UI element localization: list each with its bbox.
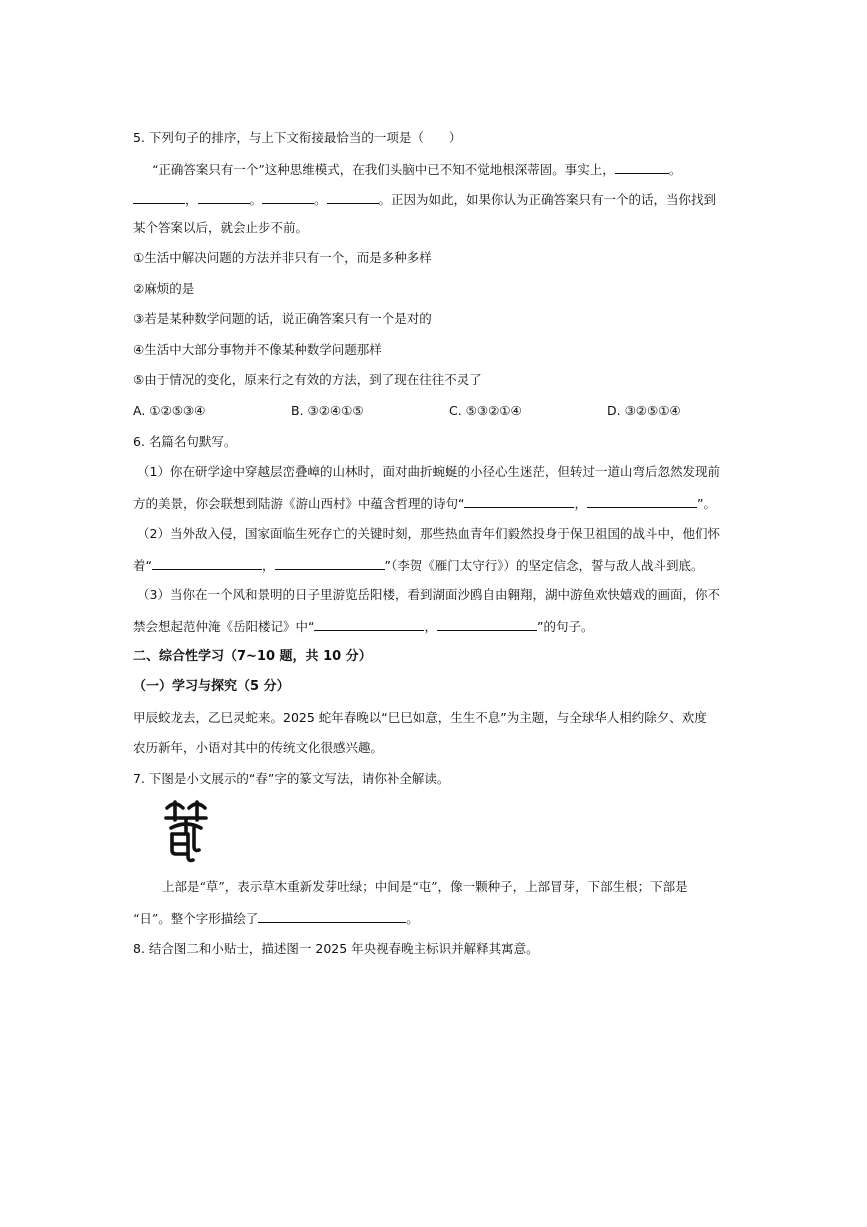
seal-script-chun-icon <box>163 798 209 864</box>
answer-blank[interactable] <box>262 191 314 204</box>
answer-blank[interactable] <box>198 191 250 204</box>
q6-sub2-line-1: （2）当外敌入侵，国家面临生死存亡的关键时刻，那些热血青年们毅然投身于保卫祖国的战斗中，他们怀 <box>137 526 720 541</box>
q5-paragraph-line-3: 某个答案以后，就会止步不前。 <box>133 220 309 235</box>
answer-blank[interactable] <box>275 557 385 570</box>
answer-blank[interactable] <box>258 910 406 923</box>
q5-stem: 5. 下列句子的排序，与上下文衔接最恰当的一项是（ ） <box>133 130 462 145</box>
q5-item-5: ⑤由于情况的变化，原来行之有效的方法，到了现在往往不灵了 <box>133 372 482 387</box>
q6-sub1-line-1: （1）你在研学途中穿越层峦叠嶂的山林时，面对曲折蜿蜒的小径心生迷茫，但转过一道山弯后忽然发现前 <box>137 464 720 479</box>
q5-option-d[interactable]: D. ③②⑤①④ <box>607 403 681 418</box>
answer-blank[interactable] <box>587 495 697 508</box>
q5-item-2: ②麻烦的是 <box>133 281 195 296</box>
q6-stem: 6. 名篇名句默写。 <box>133 434 237 449</box>
q5-item-3: ③若是某种数学问题的话，说正确答案只有一个是对的 <box>133 311 432 326</box>
answer-blank[interactable] <box>437 618 537 631</box>
q6-sub3-line-2: 禁会想起范仲淹《岳阳楼记》中“ ， ”的句子。 <box>133 619 594 634</box>
q6-sub2-line-2: 着“ ， ”（李贺《雁门太守行》）的坚定信念，誓与敌人战斗到底。 <box>133 558 704 573</box>
answer-blank[interactable] <box>314 618 424 631</box>
answer-blank[interactable] <box>327 191 379 204</box>
q8-stem: 8. 结合图二和小贴士，描述图一 2025 年央视春晚主标识并解释其寓意。 <box>133 941 539 956</box>
q5-paragraph-line-2: ， 。 。 。正因为如此，如果你认为正确答案只有一个的话，当你找到 <box>133 191 716 208</box>
q6-sub1-line-2: 方的美景，你会联想到陆游《游山西村》中蕴含哲理的诗句“ ， ”。 <box>133 496 716 511</box>
section-2-title: 二、综合性学习（7~10 题，共 10 分） <box>133 649 372 664</box>
q7-description-line-1: 上部是“草”，表示草木重新发芽吐绿；中间是“屯”，像一颗种子，上部冒芽，下部生根；下部是 <box>162 879 688 894</box>
answer-blank[interactable] <box>133 191 185 204</box>
answer-blank[interactable] <box>615 161 669 174</box>
q5-item-4: ④生活中大部分事物并不像某种数学问题那样 <box>133 342 382 357</box>
section-2-subtitle: （一）学习与探究（5 分） <box>133 679 290 694</box>
q5-option-a[interactable]: A. ①②⑤③④ <box>133 403 206 418</box>
section-2-intro-line-2: 农历新年，小语对其中的传统文化很感兴趣。 <box>133 740 384 755</box>
answer-blank[interactable] <box>152 557 262 570</box>
q5-option-b[interactable]: B. ③②④①⑤ <box>291 403 364 418</box>
q5-paragraph-line-1: “正确答案只有一个”这种思维模式，在我们头脑中已不知不觉地根深蒂固。事实上， 。 <box>152 162 682 177</box>
q7-description-line-2: “日”。整个字形描绘了 。 <box>133 911 419 926</box>
q5-paragraph-text: “正确答案只有一个”这种思维模式，在我们头脑中已不知不觉地根深蒂固。事实上， <box>152 162 615 177</box>
q7-stem: 7. 下图是小文展示的“春”字的篆文写法，请你补全解读。 <box>133 771 450 786</box>
q6-sub3-line-1: （3）当你在一个风和景明的日子里游览岳阳楼，看到湖面沙鸥自由翱翔，湖中游鱼欢快嬉戏的画面，你不 <box>137 587 720 602</box>
q5-item-1: ①生活中解决问题的方法并非只有一个，而是多种多样 <box>133 250 432 265</box>
section-2-intro-line-1: 甲辰蛟龙去，乙巳灵蛇来。2025 蛇年春晚以“巳巳如意，生生不息”为主题，与全球华人相约除夕、欢度 <box>133 710 707 725</box>
q5-option-c[interactable]: C. ⑤③②①④ <box>449 403 522 418</box>
answer-blank[interactable] <box>464 495 574 508</box>
